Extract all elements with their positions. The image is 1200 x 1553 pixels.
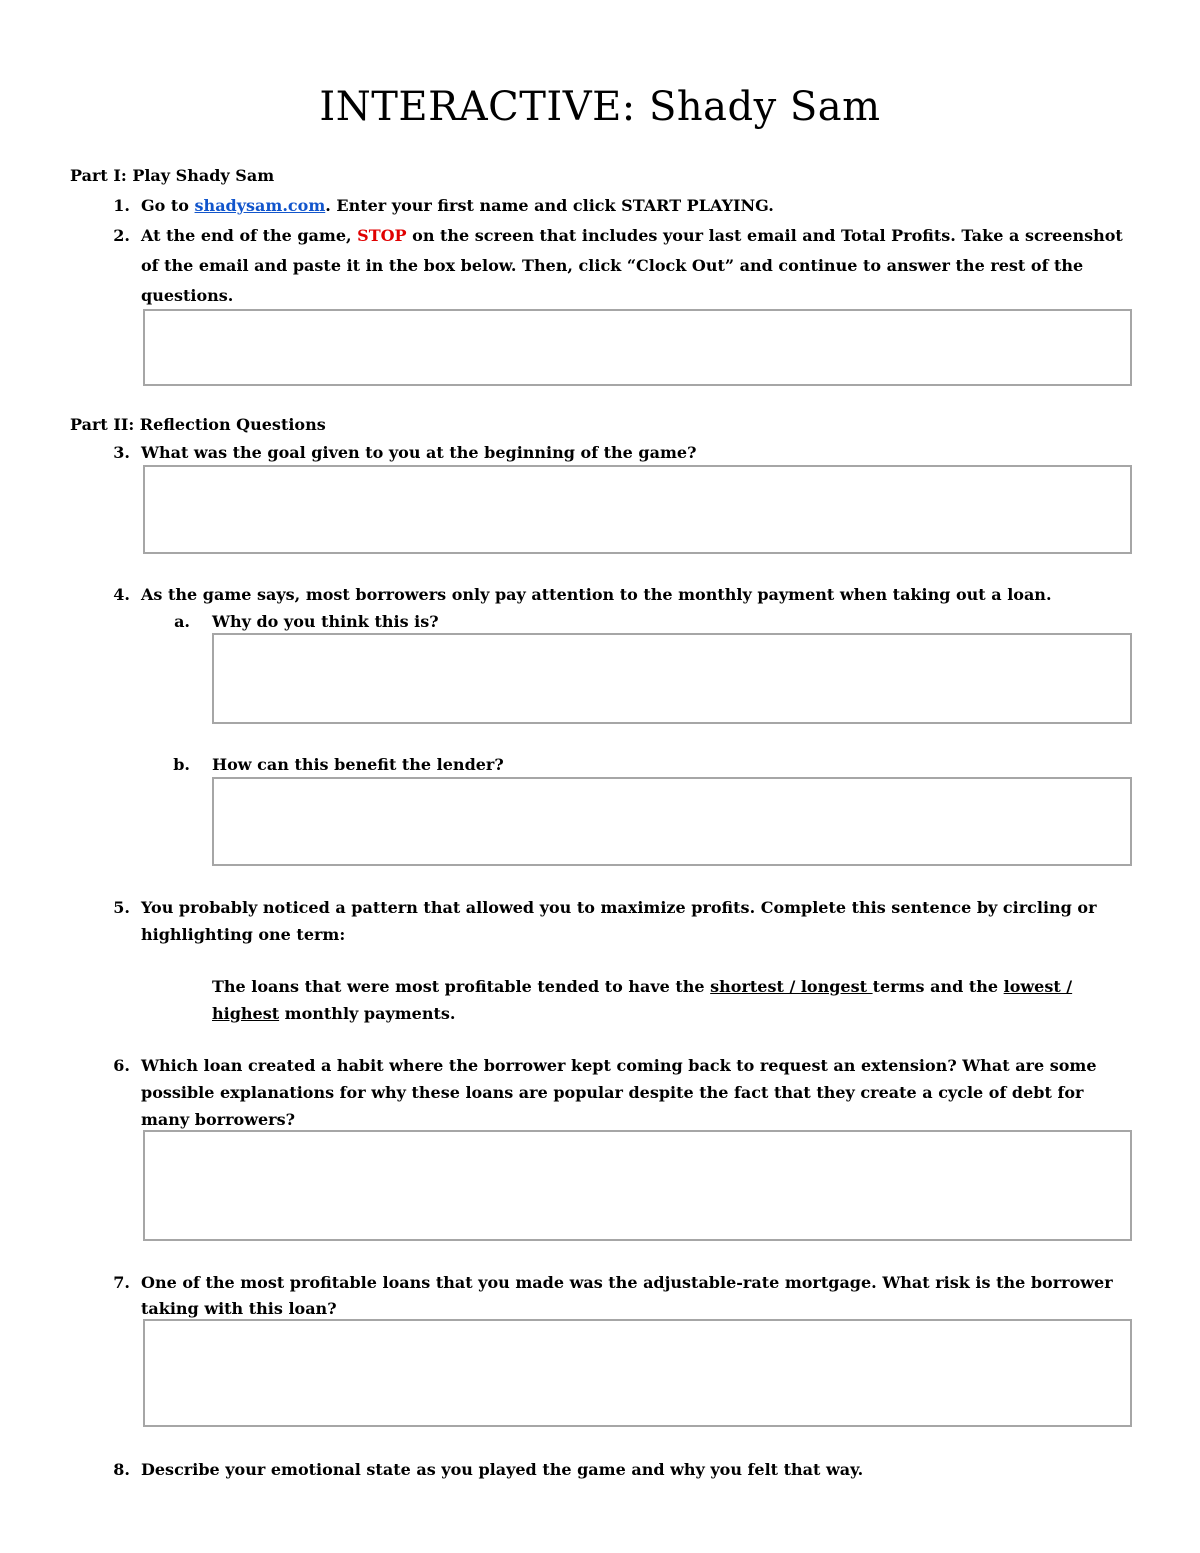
question-3-answer-box[interactable] — [143, 465, 1132, 554]
question-4b-text: How can this benefit the lender? — [212, 755, 504, 774]
payment-options-part-2[interactable]: highest — [212, 1004, 280, 1023]
question-4b-letter: b. — [173, 755, 190, 774]
question-6-number: 6. — [113, 1056, 130, 1075]
question-6-line-1: Which loan created a habit where the borrower kept coming back to request an extension? What are some — [141, 1056, 1097, 1075]
question-7-number: 7. — [113, 1273, 130, 1292]
sentence-mid: terms and the — [872, 977, 1004, 996]
question-1-number: 1. — [113, 196, 130, 215]
question-4a-letter: a. — [174, 612, 190, 631]
sentence-line-1 — [212, 977, 1072, 997]
question-6-line-3: many borrowers? — [141, 1110, 295, 1129]
stop-word: STOP — [357, 226, 407, 245]
question-8-text: Describe your emotional state as you played the game and why you felt that way. — [141, 1460, 864, 1479]
question-2-number: 2. — [113, 226, 130, 245]
question-2-line-3: questions. — [141, 286, 234, 305]
page-title: INTERACTIVE: Shady Sam — [319, 84, 881, 130]
term-length-options[interactable]: shortest / longest — [710, 977, 873, 996]
sentence-post: monthly payments. — [279, 1004, 456, 1023]
question-5-line-1: You probably noticed a pattern that allowed you to maximize profits. Complete this sentence by circling or — [141, 898, 1097, 917]
question-3-text: What was the goal given to you at the beginning of the game? — [141, 443, 697, 462]
question-2-line-2: of the email and paste it in the box below. Then, click “Clock Out” and continue to answer the rest of the — [141, 256, 1084, 275]
question-1-post: . Enter your first name and click START PLAYING. — [325, 196, 774, 215]
question-4a-answer-box[interactable] — [212, 633, 1132, 724]
shadysam-link[interactable]: shadysam.com — [194, 196, 326, 215]
question-6-line-2: possible explanations for why these loans are popular despite the fact that they create a cycle of debt for — [141, 1083, 1084, 1102]
question-5-number: 5. — [113, 898, 130, 917]
question-1-text — [141, 196, 774, 216]
question-3-number: 3. — [113, 443, 130, 462]
question-4-text: As the game says, most borrowers only pay attention to the monthly payment when taking out a loan. — [141, 585, 1052, 604]
question-4-number: 4. — [113, 585, 130, 604]
question-7-line-2: taking with this loan? — [141, 1299, 337, 1318]
question-2-line-1 — [141, 226, 1123, 246]
question-6-answer-box[interactable] — [143, 1130, 1132, 1241]
sentence-line-2 — [212, 1004, 455, 1024]
question-5-line-2: highlighting one term: — [141, 925, 346, 944]
sentence-pre: The loans that were most profitable tended to have the — [212, 977, 711, 996]
question-2-line-1-post: on the screen that includes your last email and Total Profits. Take a screenshot — [406, 226, 1123, 245]
question-7-answer-box[interactable] — [143, 1319, 1132, 1427]
question-4b-answer-box[interactable] — [212, 777, 1132, 866]
part-1-heading: Part I: Play Shady Sam — [70, 166, 275, 185]
screenshot-answer-box[interactable] — [143, 309, 1132, 386]
question-7-line-1: One of the most profitable loans that you made was the adjustable-rate mortgage. What risk is the borrower — [141, 1273, 1113, 1292]
question-1-pre: Go to — [141, 196, 195, 215]
question-4a-text: Why do you think this is? — [212, 612, 439, 631]
question-8-number: 8. — [113, 1460, 130, 1479]
part-2-heading: Part II: Reflection Questions — [70, 415, 326, 434]
payment-options-part-1[interactable]: lowest / — [1003, 977, 1073, 996]
question-2-pre: At the end of the game, — [141, 226, 358, 245]
